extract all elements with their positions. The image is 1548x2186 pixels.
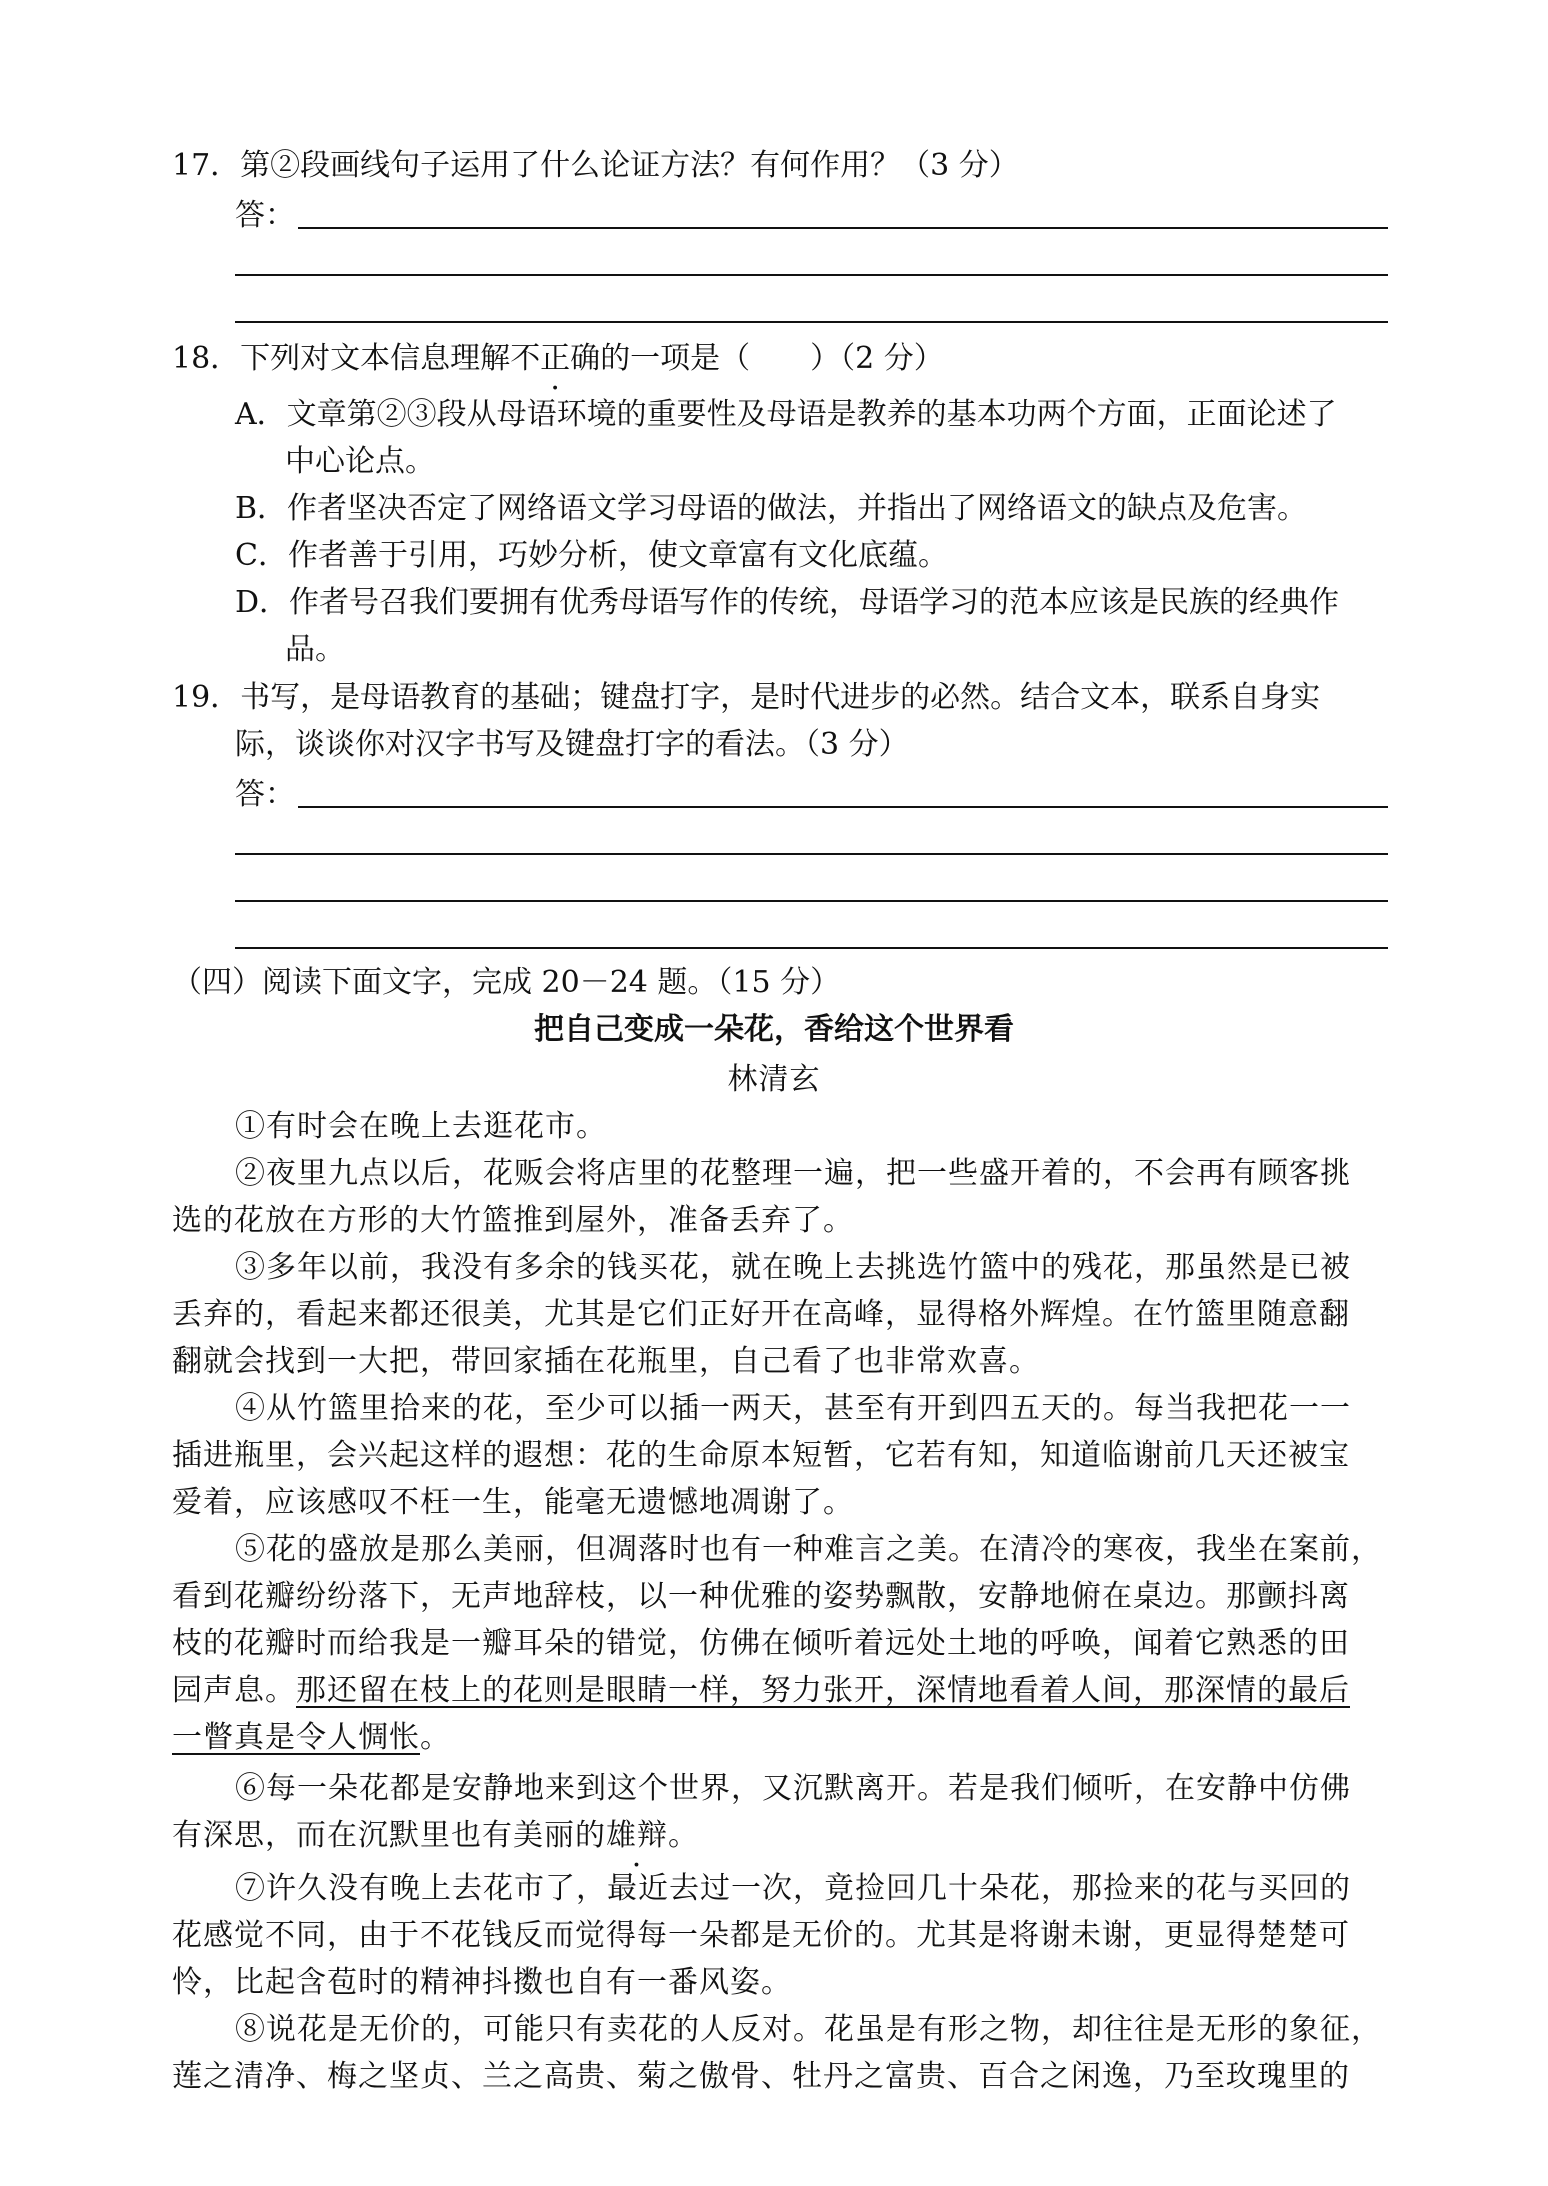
section-heading: （四）阅读下面文字，完成 20－24 题。（15 分）: [172, 965, 841, 1000]
option-c: C．作者善于引用，巧妙分析，使文章富有文化底蕴。: [235, 538, 948, 573]
question-19: 19．书写，是母语教育的基础；键盘打字，是时代进步的必然。结合文本，联系自身实: [172, 680, 1321, 715]
passage-author: 林清玄: [727, 1062, 821, 1097]
paragraph-8-line: 莲之清净、梅之坚贞、兰之高贵、菊之傲骨、牡丹之富贵、百合之闲逸，乃至玫瑰里的: [172, 2059, 1350, 2094]
paragraph-3-line: 翻就会找到一大把，带回家插在花瓶里，自己看了也非常欢喜。: [172, 1344, 1040, 1379]
paragraph-5-line: 园声息。那还留在枝上的花则是眼睛一样，努力张开，深情地看着人间，那深情的最后: [172, 1673, 1350, 1708]
paragraph-7: ⑦许久没有晚上去花市了，最近去过一次，竟捡回几十朵花，那捡来的花与买回的: [235, 1871, 1351, 1906]
paragraph-4-line: 插进瓶里，会兴起这样的遐想：花的生命原本短暂，它若有知，知道临谢前几天还被宝: [172, 1438, 1350, 1473]
option-d: D．作者号召我们要拥有优秀母语写作的传统，母语学习的范本应该是民族的经典作: [235, 585, 1340, 620]
paragraph-5-line: 枝的花瓣时而给我是一瓣耳朵的错觉，仿佛在倾听着远处土地的呼唤，闻着它熟悉的田: [172, 1626, 1350, 1661]
answer-line[interactable]: [235, 900, 1388, 902]
option-d-continued: 品。: [285, 632, 345, 667]
underlined-sentence: 那还留在枝上的花则是眼睛一样，努力张开，深情地看着人间，那深情的最后: [296, 1673, 1350, 1708]
paragraph-7-line: 怜，比起含苞时的精神抖擞也自有一番风姿。: [172, 1965, 792, 2000]
paragraph-2: ②夜里九点以后，花贩会将店里的花整理一遍，把一些盛开着的，不会再有顾客挑: [235, 1156, 1351, 1191]
passage-title: 把自己变成一朵花，香给这个世界看: [534, 1012, 1014, 1047]
option-a-continued: 中心论点。: [285, 444, 435, 479]
answer-line[interactable]: [235, 853, 1388, 855]
question-17: 17．第②段画线句子运用了什么论证方法？有何作用？（3 分）: [172, 148, 1019, 183]
emphasis-dots: 雄辩: [606, 1818, 668, 1853]
option-b: B．作者坚决否定了网络语文学习母语的做法，并指出了网络语文的缺点及危害。: [235, 491, 1308, 526]
underlined-sentence: 一瞥真是令人惆怅: [172, 1720, 420, 1755]
paragraph-2-line: 选的花放在方形的大竹篮推到屋外，准备丢弃了。: [172, 1203, 854, 1238]
question-18: 18．下列对文本信息理解不正确的一项是（ ）（2 分）: [172, 336, 944, 382]
answer-line[interactable]: [235, 274, 1388, 276]
paragraph-6-line: 有深思，而在沉默里也有美丽的雄辩。: [172, 1813, 699, 1859]
paragraph-4: ④从竹篮里拾来的花，至少可以插一两天，甚至有开到四五天的。每当我把花一一: [235, 1391, 1351, 1426]
answer-line[interactable]: [235, 947, 1388, 949]
option-a: A．文章第②③段从母语环境的重要性及母语是教养的基本功两个方面，正面论述了: [235, 397, 1337, 432]
paragraph-7-line: 花感觉不同，由于不花钱反而觉得每一朵都是无价的。尤其是将谢未谢，更显得楚楚可: [172, 1918, 1350, 1953]
paragraph-5: ⑤花的盛放是那么美丽，但凋落时也有一种难言之美。在清冷的寒夜，我坐在案前，: [235, 1532, 1382, 1567]
paragraph-3-line: 丢弃的，看起来都还很美，尤其是它们正好开在高峰，显得格外辉煌。在竹篮里随意翻: [172, 1297, 1350, 1332]
answer-line[interactable]: [298, 227, 1388, 229]
paragraph-6: ⑥每一朵花都是安静地来到这个世界，又沉默离开。若是我们倾听，在安静中仿佛: [235, 1771, 1351, 1806]
paragraph-4-line: 爱着，应该感叹不枉一生，能毫无遗憾地凋谢了。: [172, 1485, 854, 1520]
paragraph-3: ③多年以前，我没有多余的钱买花，就在晚上去挑选竹篮中的残花，那虽然是已被: [235, 1250, 1351, 1285]
answer-line[interactable]: [298, 806, 1388, 808]
answer-line[interactable]: [235, 321, 1388, 323]
paragraph-8: ⑧说花是无价的，可能只有卖花的人反对。花虽是有形之物，却往往是无形的象征，: [235, 2012, 1382, 2047]
paragraph-5-line: 一瞥真是令人惆怅。: [172, 1720, 451, 1755]
answer-label-19: 答：: [235, 777, 295, 812]
paragraph-5-line: 看到花瓣纷纷落下，无声地辞枝，以一种优雅的姿势飘散，安静地俯在桌边。那颤抖离: [172, 1579, 1350, 1614]
question-19-continued: 际，谈谈你对汉字书写及键盘打字的看法。（3 分）: [235, 727, 909, 762]
answer-label-17: 答：: [235, 198, 295, 233]
emphasis-dots: 不正确: [510, 341, 601, 376]
paragraph-1: ①有时会在晚上去逛花市。: [235, 1109, 607, 1144]
